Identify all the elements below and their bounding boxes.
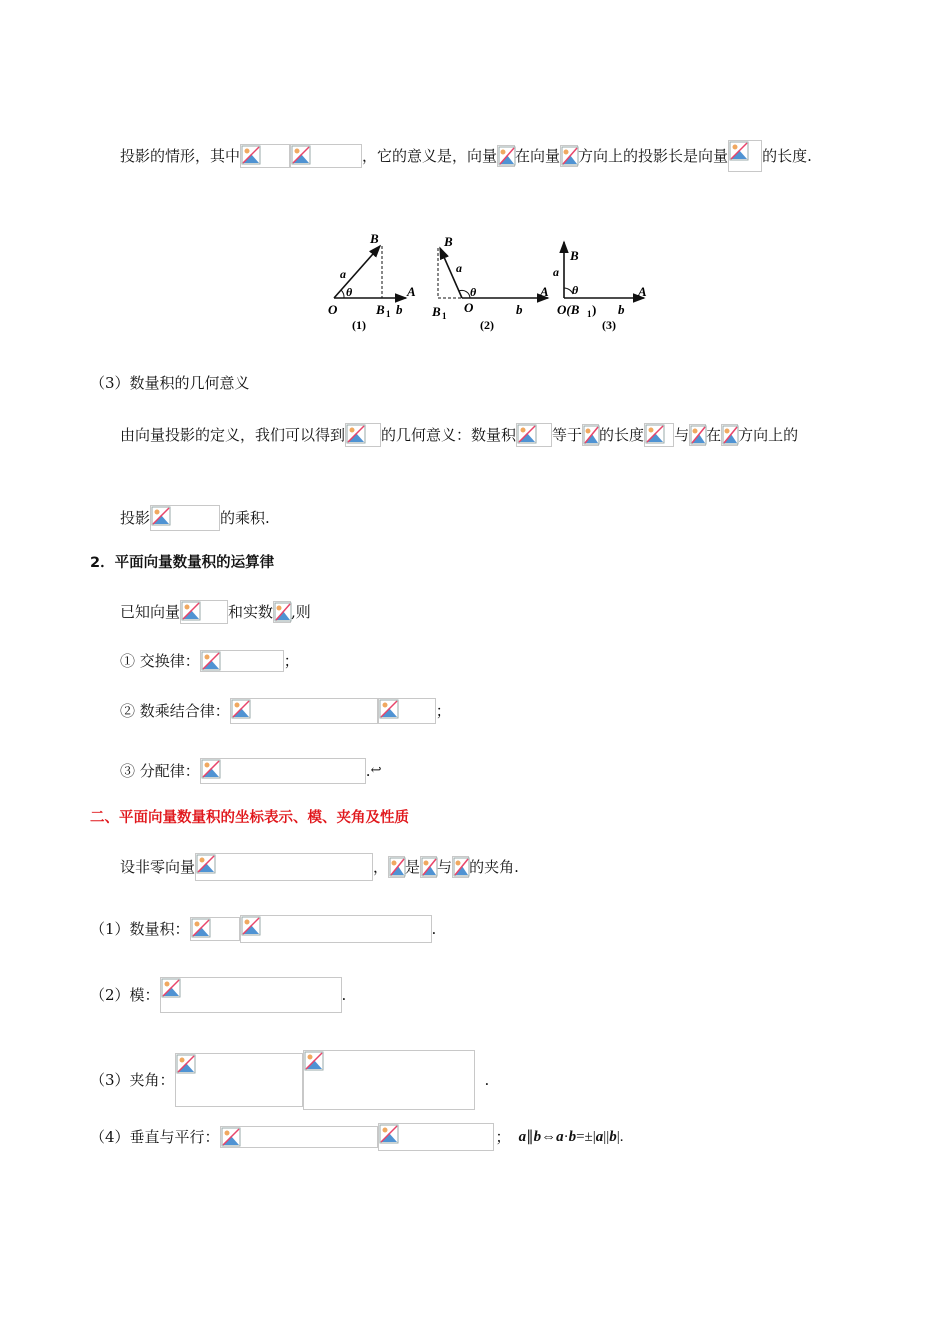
text: ,则 xyxy=(291,603,311,621)
item3-line2 xyxy=(120,505,270,531)
text: 方向上的投影长是向量 xyxy=(578,147,729,165)
text: 投影的情形，其中 xyxy=(120,147,241,165)
law-commutative xyxy=(120,650,299,672)
formula-image xyxy=(200,650,284,672)
projection-figure xyxy=(320,228,660,338)
text: （4）垂直与平行： xyxy=(90,1128,220,1146)
diagram-acute-angle xyxy=(328,231,416,332)
broken-image-icon xyxy=(201,759,221,779)
broken-image-icon xyxy=(498,146,516,166)
formula-image xyxy=(378,698,436,724)
text: 二、平面向量数量积的坐标表示、模、夹角及性质 xyxy=(90,810,409,826)
label-a: a xyxy=(340,267,346,281)
label-OB1: O(B xyxy=(557,302,580,317)
var-b: b xyxy=(568,1129,577,1145)
broken-image-icon xyxy=(191,918,211,938)
formula-image xyxy=(560,145,578,167)
part2-angle xyxy=(90,1050,489,1110)
parallel-condition xyxy=(519,1127,624,1147)
formula-image xyxy=(290,144,362,168)
text: 投影 xyxy=(120,509,151,527)
text: 设非零向量 xyxy=(120,858,196,876)
part2-perpendicular-parallel xyxy=(90,1123,624,1151)
text: 等于 xyxy=(552,426,583,444)
dot-symbol: · xyxy=(563,1129,569,1145)
label-O: O xyxy=(328,302,338,317)
broken-image-icon xyxy=(453,857,470,877)
broken-image-icon xyxy=(517,424,537,444)
formula-image xyxy=(180,600,228,624)
text: |. xyxy=(616,1129,624,1145)
text: 的长度 xyxy=(599,426,645,444)
formula-image xyxy=(220,1126,378,1148)
broken-image-icon xyxy=(196,854,216,874)
text: 方向上的 xyxy=(738,426,799,444)
broken-image-icon xyxy=(645,424,665,444)
formula-image xyxy=(273,601,291,623)
formula-image xyxy=(240,144,290,168)
formula-image xyxy=(190,917,240,941)
text: ③ 分配律： xyxy=(120,762,200,780)
text: 和实数 xyxy=(228,603,274,621)
text: 已知向量 xyxy=(120,603,181,621)
var-a: a xyxy=(595,1129,604,1145)
text: 由向量投影的定义，我们可以得到 xyxy=(120,426,346,444)
law-distributive xyxy=(120,758,381,784)
paragraph-mark-icon: ↩ xyxy=(370,763,382,778)
broken-image-icon xyxy=(181,601,201,621)
text: ， xyxy=(373,858,389,876)
broken-image-icon xyxy=(241,916,261,936)
formula-image xyxy=(497,145,515,167)
broken-image-icon xyxy=(379,699,399,719)
broken-image-icon xyxy=(304,1051,324,1071)
formula-image xyxy=(240,915,432,943)
formula-image xyxy=(230,698,378,724)
label-B: B xyxy=(570,248,579,263)
broken-image-icon xyxy=(690,425,707,445)
text: （3）数量积的几何意义 xyxy=(90,374,250,392)
part2-dot-product xyxy=(90,915,436,943)
text: ① 交换律： xyxy=(120,652,200,670)
formula-image xyxy=(644,423,674,447)
label-B1: B xyxy=(376,302,385,317)
text: . xyxy=(484,1071,490,1089)
text: ； xyxy=(283,652,299,670)
text: 与 xyxy=(674,426,690,444)
broken-image-icon xyxy=(231,699,251,719)
caption-2: (2) xyxy=(480,318,494,332)
text: ； xyxy=(435,702,451,720)
text: （2）模： xyxy=(90,986,160,1004)
part2-setup xyxy=(120,853,519,881)
item3-title xyxy=(90,373,250,393)
law-associative xyxy=(120,698,451,724)
text: || xyxy=(603,1129,610,1145)
text: . xyxy=(341,986,347,1004)
label-A: A xyxy=(407,284,416,299)
formula-image xyxy=(150,505,220,531)
text: ； xyxy=(495,1128,511,1146)
broken-image-icon xyxy=(291,145,311,165)
iff-symbol: ⇔ xyxy=(541,1129,557,1145)
text: 在向量 xyxy=(515,147,561,165)
caption-3: (3) xyxy=(602,318,616,332)
part2-modulus xyxy=(90,977,346,1013)
label-B: B xyxy=(444,234,453,249)
var-a: a xyxy=(518,1129,527,1145)
formula-image xyxy=(420,856,437,878)
formula-image xyxy=(721,424,738,446)
broken-image-icon xyxy=(201,651,221,671)
label-paren: ) xyxy=(592,302,597,317)
text: （3）夹角： xyxy=(90,1071,175,1089)
text: =±| xyxy=(576,1129,596,1145)
text: 2．平面向量数量积的运算律 xyxy=(90,555,275,571)
text: 与 xyxy=(437,858,453,876)
section2-intro xyxy=(120,600,311,624)
label-b: b xyxy=(516,302,523,317)
diagram-right-angle xyxy=(553,242,647,332)
var-b: b xyxy=(609,1129,617,1145)
formula-image xyxy=(378,1123,494,1151)
broken-image-icon xyxy=(161,978,181,998)
label-A: A xyxy=(638,284,647,299)
broken-image-icon xyxy=(421,857,438,877)
text: 的夹角. xyxy=(469,858,519,876)
diagram-obtuse-angle xyxy=(431,234,549,332)
text: . xyxy=(431,920,437,938)
text: （1）数量积： xyxy=(90,920,190,938)
var-b: b xyxy=(533,1129,542,1145)
text: ，它的意义是，向量 xyxy=(362,147,498,165)
label-A: A xyxy=(540,284,549,299)
label-theta: θ xyxy=(346,285,353,299)
parallel-symbol: ∥ xyxy=(526,1129,534,1145)
broken-image-icon xyxy=(346,424,366,444)
text: 在 xyxy=(706,426,722,444)
text: 的长度. xyxy=(762,147,812,165)
label-a: a xyxy=(553,265,559,279)
broken-image-icon xyxy=(151,506,171,526)
broken-image-icon xyxy=(176,1054,196,1074)
text: 是 xyxy=(405,858,421,876)
broken-image-icon xyxy=(561,146,579,166)
label-theta: θ xyxy=(470,285,477,299)
broken-image-icon xyxy=(221,1127,241,1147)
broken-image-icon xyxy=(722,425,739,445)
formula-image xyxy=(516,423,552,447)
label-subscript: 1 xyxy=(386,309,391,319)
projection-sentence xyxy=(120,140,812,172)
label-subscript: 1 xyxy=(442,311,447,321)
formula-image xyxy=(303,1050,475,1110)
formula-image xyxy=(388,856,405,878)
broken-image-icon xyxy=(241,145,261,165)
formula-image xyxy=(160,977,342,1013)
section2-heading xyxy=(90,553,274,573)
text: ② 数乘结合律： xyxy=(120,702,230,720)
formula-image xyxy=(582,424,599,446)
broken-image-icon xyxy=(274,602,292,622)
label-b: b xyxy=(618,302,625,317)
formula-image xyxy=(195,853,373,881)
formula-image xyxy=(728,140,762,172)
formula-image xyxy=(345,423,381,447)
caption-1: (1) xyxy=(352,318,366,332)
broken-image-icon xyxy=(379,1124,399,1144)
label-subscript: 1 xyxy=(587,309,592,319)
var-a: a xyxy=(556,1129,564,1145)
label-theta: θ xyxy=(572,283,579,297)
broken-image-icon xyxy=(389,857,406,877)
label-B1: B xyxy=(432,304,441,319)
text: 的几何意义：数量积 xyxy=(381,426,517,444)
broken-image-icon xyxy=(583,425,600,445)
label-b: b xyxy=(396,302,403,317)
label-O: O xyxy=(464,300,474,315)
angle-arc xyxy=(341,290,344,298)
item3-line1 xyxy=(120,423,798,447)
text: . xyxy=(365,762,371,780)
label-B: B xyxy=(370,231,379,246)
broken-image-icon xyxy=(729,141,749,161)
label-a: a xyxy=(456,261,462,275)
formula-image xyxy=(175,1053,303,1107)
formula-image xyxy=(689,424,706,446)
text: 的乘积. xyxy=(220,509,270,527)
formula-image xyxy=(200,758,366,784)
formula-image xyxy=(452,856,469,878)
part2-heading xyxy=(90,808,409,828)
